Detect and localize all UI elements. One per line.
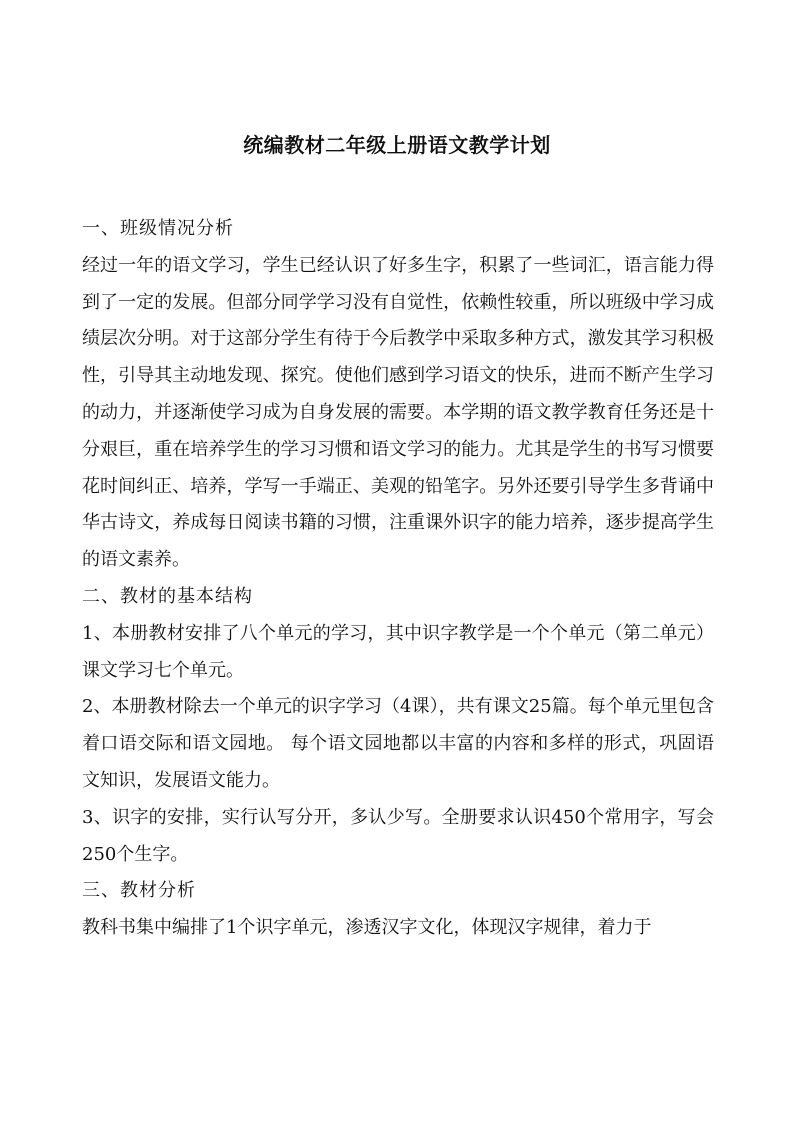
paragraph-structure-item-1: 1、本册教材安排了八个单元的学习，其中识字教学是一个个单元（第二单元）课文学习七个单元。	[82, 622, 714, 681]
paragraph-class-analysis: 经过一年的语文学习，学生已经认识了好多生字，积累了一些词汇，语言能力得到了一定的发展。但部分同学学习没有自觉性，依赖性较重，所以班级中学习成绩层次分明。对于这部分学生有待于今后教学中采取多种方式，激发其学习积极性，引导其主动地发现、探究。使他们感到学习语文的快乐，进而不断产生学习的动力，并逐渐使学习成为自身发展的需要。本学期的语文教学教育任务还是十分艰巨，重在培养学生的学习习惯和语文学习的能力。尤其是学生的书写习惯要花时间纠正、培养，学写一手端正、美观的铅笔字。另外还要引导学生多背诵中华古诗文，养成每日阅读书籍的习惯，注重课外识字的能力培养，逐步提高学生的语文素养。	[82, 254, 714, 571]
section-heading-textbook-analysis: 三、教材分析	[82, 880, 196, 902]
paragraph-textbook-analysis: 教科书集中编排了1个识字单元，渗透汉字文化，体现汉字规律，着力于	[82, 917, 652, 939]
section-heading-class-analysis: 一、班级情况分析	[82, 218, 234, 239]
paragraph-structure-item-2: 2、本册教材除去一个单元的识字学习（4课），共有课文25篇。每个单元里包含着口语交际和语文园地。 每个语文园地都以丰富的内容和多样的形式，巩固语文知识，发展语文能力。	[82, 696, 714, 791]
document-body	[82, 211, 714, 947]
section-heading-textbook-structure: 二、教材的基本结构	[82, 585, 253, 607]
paragraph-structure-item-3: 3、识字的安排，实行认写分开，多认少写。全册要求认识450个常用字，写会250个生字。	[82, 806, 714, 865]
document-title: 统编教材二年级上册语文教学计划	[243, 133, 551, 157]
